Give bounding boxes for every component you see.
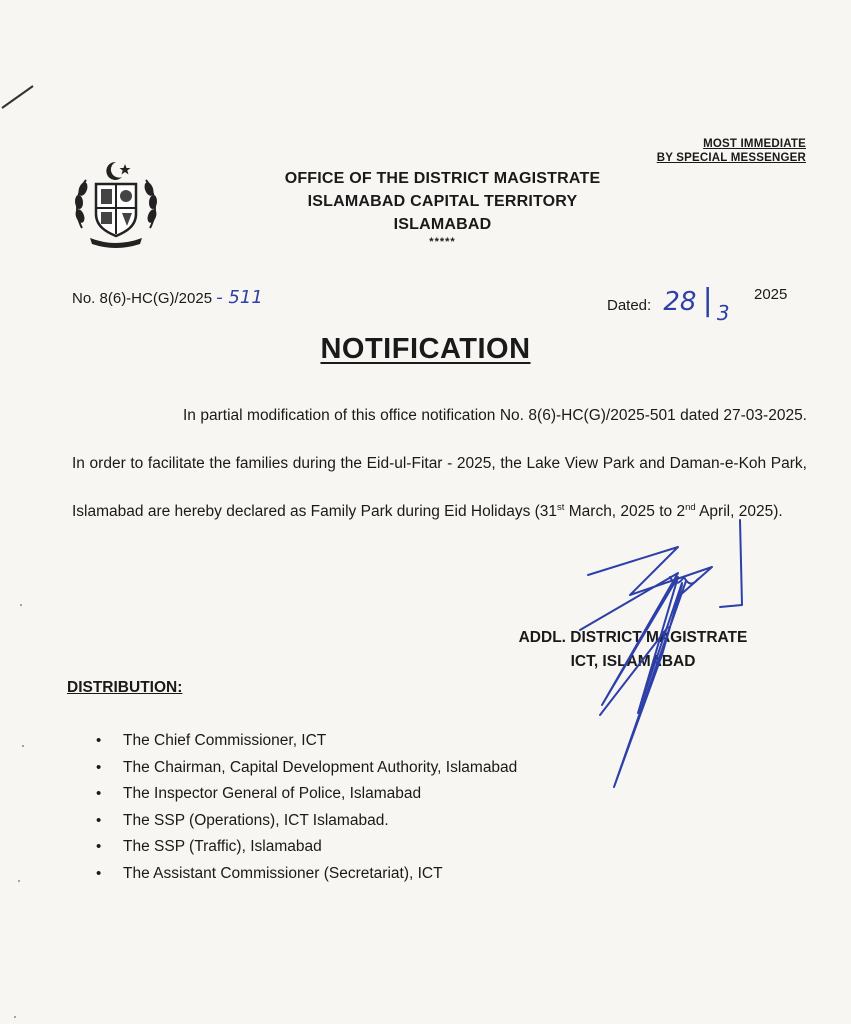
handwritten-reference-suffix: - 511 xyxy=(216,287,263,308)
scan-speck xyxy=(22,745,24,747)
body-sup-1: st xyxy=(557,502,565,513)
date-year: 2025 xyxy=(754,286,788,303)
handwritten-day: 28 xyxy=(663,287,697,317)
distribution-item: • The Assistant Commissioner (Secretariat), ICT xyxy=(96,861,517,888)
scan-speck xyxy=(20,604,22,606)
office-name: OFFICE OF THE DISTRICT MAGISTRATE xyxy=(284,170,601,187)
body-part-1: In partial modification of this office notification No. 8(6)-HC(G)/2025-501 dated 27-03-2025. In order to facilitate the families during the Eid-ul-Fitar - 2025, the Lake View Park and Daman-e-Koh Park, Islamabad are hereby declared as Family Park during Eid Holidays (31 xyxy=(72,407,807,520)
signatory-block xyxy=(505,626,761,674)
body-sup-2: nd xyxy=(685,502,696,513)
body-part-3: April, 2025). xyxy=(695,503,783,520)
distribution-item: • The Chairman, Capital Development Authority, Islamabad xyxy=(96,755,517,782)
stars-separator: ***** xyxy=(429,236,456,248)
office-heading xyxy=(250,167,635,248)
government-emblem xyxy=(70,158,162,248)
territory-name: ISLAMABAD CAPITAL TERRITORY xyxy=(307,193,578,210)
scan-speck xyxy=(18,880,20,882)
distribution-item: • The Chief Commissioner, ICT xyxy=(96,728,517,755)
notification-title xyxy=(0,333,851,366)
notification-body xyxy=(72,392,807,536)
dated-label: Dated: xyxy=(607,297,652,314)
distribution-heading: DISTRIBUTION: xyxy=(67,679,183,696)
date-line xyxy=(607,283,730,325)
reference-number-text: No. 8(6)-HC(G)/2025 xyxy=(72,290,213,307)
scan-speck xyxy=(14,1016,16,1018)
reference-number xyxy=(72,287,263,308)
body-part-2: March, 2025 to 2 xyxy=(564,503,686,520)
notification-title-text: NOTIFICATION xyxy=(320,333,531,365)
distribution-item: • The Inspector General of Police, Islamabad xyxy=(96,781,517,808)
special-messenger-label: BY SPECIAL MESSENGER xyxy=(656,152,806,164)
distribution-item: • The SSP (Traffic), Islamabad xyxy=(96,834,517,861)
priority-marking xyxy=(657,137,806,165)
pen-mark xyxy=(0,78,40,118)
most-immediate-label: MOST IMMEDIATE xyxy=(703,138,806,150)
city-name: ISLAMABAD xyxy=(393,216,492,233)
signatory-office: ICT, ISLAMABAD xyxy=(570,653,696,670)
date-divider: | xyxy=(702,283,713,318)
signatory-title: ADDL. DISTRICT MAGISTRATE xyxy=(518,629,748,646)
distribution-list xyxy=(96,728,517,887)
distribution-item: • The SSP (Operations), ICT Islamabad. xyxy=(96,808,517,835)
handwritten-month: 3 xyxy=(716,301,730,325)
